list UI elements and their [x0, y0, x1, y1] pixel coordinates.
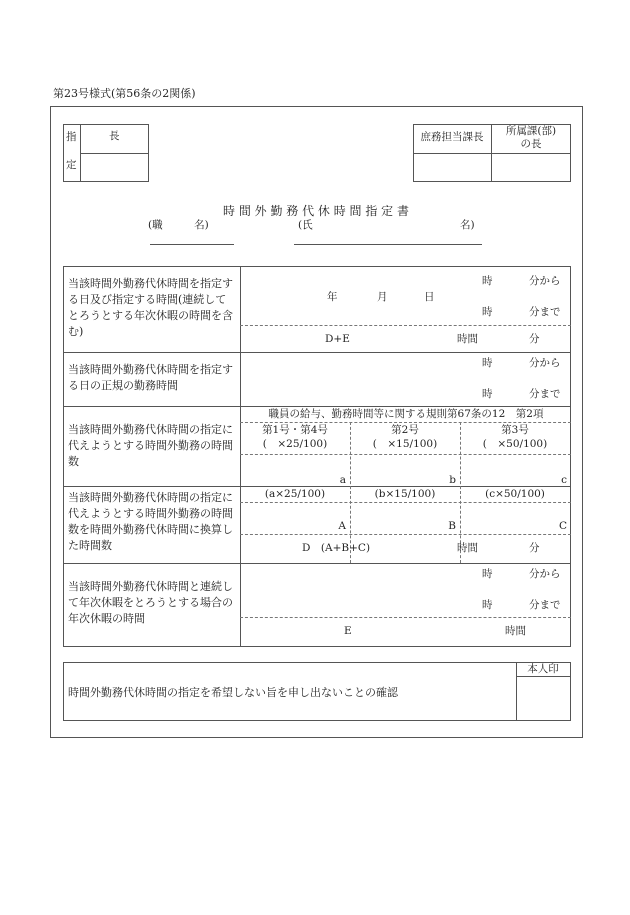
- hour-from-label: 時: [482, 275, 493, 287]
- value-a: a: [339, 474, 346, 486]
- personal-seal-label: 本人印: [527, 663, 559, 675]
- row-annual-label: 当該時間外勤務代休時間と連続して年次休暇をとろうとする場合の年次休暇の時間: [68, 580, 233, 625]
- value-c: c: [561, 474, 567, 486]
- col2-rate: ( ×15/100): [372, 438, 438, 450]
- month-label: 月: [377, 291, 388, 303]
- position-underline: [150, 244, 234, 245]
- col2-header: 第2号: [391, 424, 419, 436]
- regular-minute-from: 分から: [529, 357, 561, 369]
- formula-d-plus-e: D+E: [325, 333, 350, 345]
- total-formula-d: D (A+B+C): [302, 542, 371, 554]
- annual-hours-label: 時間: [505, 625, 526, 637]
- annual-minute-from: 分から: [529, 568, 561, 580]
- rule-reference: 職員の給与、勤務時間等に関する規則第67条の12 第2項: [268, 408, 544, 420]
- hours-label: 時間: [457, 333, 478, 345]
- row-regular-label: 当該時間外勤務代休時間を指定する日の正規の勤務時間: [68, 363, 233, 392]
- converted-hours-label: 時間: [457, 542, 478, 554]
- position-label: (職 名): [148, 219, 209, 231]
- value-C: C: [558, 520, 567, 532]
- form-number: 第23号様式(第56条の2関係): [53, 87, 196, 100]
- formula-a: (a×25/100): [264, 488, 326, 500]
- col1-rate: ( ×25/100): [262, 438, 328, 450]
- name-label-close: 名): [460, 219, 475, 231]
- regular-hour-from: 時: [482, 357, 493, 369]
- year-label: 年: [327, 291, 338, 303]
- general-affairs-chief-label: 庶務担当課長: [420, 131, 484, 143]
- formula-b: (b×15/100): [374, 488, 436, 500]
- regular-hour-until: 時: [482, 388, 493, 400]
- minute-until-label: 分まで: [529, 306, 561, 318]
- formula-c: (c×50/100): [485, 488, 545, 500]
- value-A: A: [338, 520, 346, 532]
- designation-char-2: 定: [66, 159, 77, 171]
- name-label-open: (氏: [298, 219, 313, 231]
- col1-header: 第1号・第4号: [262, 424, 328, 436]
- page-title: 時 間 外 勤 務 代 休 時 間 指 定 書: [223, 204, 409, 218]
- dept-head-label-2: の長: [520, 138, 542, 150]
- value-E: E: [344, 625, 352, 637]
- confirmation-text: 時間外勤務代休時間の指定を希望しない旨を申し出ないことの確認: [68, 686, 398, 699]
- designation-char-1: 指: [66, 131, 77, 143]
- value-b: b: [449, 474, 456, 486]
- day-label: 日: [424, 291, 435, 303]
- col3-header: 第3号: [501, 424, 529, 436]
- name-underline: [294, 244, 482, 245]
- dept-head-label-1: 所属課(部): [505, 125, 557, 137]
- col3-rate: ( ×50/100): [482, 438, 548, 450]
- annual-hour-from: 時: [482, 568, 493, 580]
- value-B: B: [448, 520, 456, 532]
- regular-minute-until: 分まで: [529, 388, 561, 400]
- hour-until-label: 時: [482, 306, 493, 318]
- chief-label: 長: [109, 130, 120, 142]
- annual-hour-until: 時: [482, 599, 493, 611]
- row-designated-label: 当該時間外勤務代休時間を指定する日及び指定する時間(連続してとろうとする年次休暇の時間を含む): [68, 277, 233, 338]
- minute-from-label: 分から: [529, 275, 561, 287]
- row-converted-label: 当該時間外勤務代休時間の指定に代えようとする時間外勤務の時間数を時間外勤務代休時間に換算した時間数: [68, 491, 233, 552]
- annual-minute-until: 分まで: [529, 599, 561, 611]
- row-overtime-label: 当該時間外勤務代休時間の指定に代えようとする時間外勤務の時間数: [68, 423, 233, 468]
- minutes-label: 分: [529, 333, 540, 345]
- converted-minutes-label: 分: [529, 542, 540, 554]
